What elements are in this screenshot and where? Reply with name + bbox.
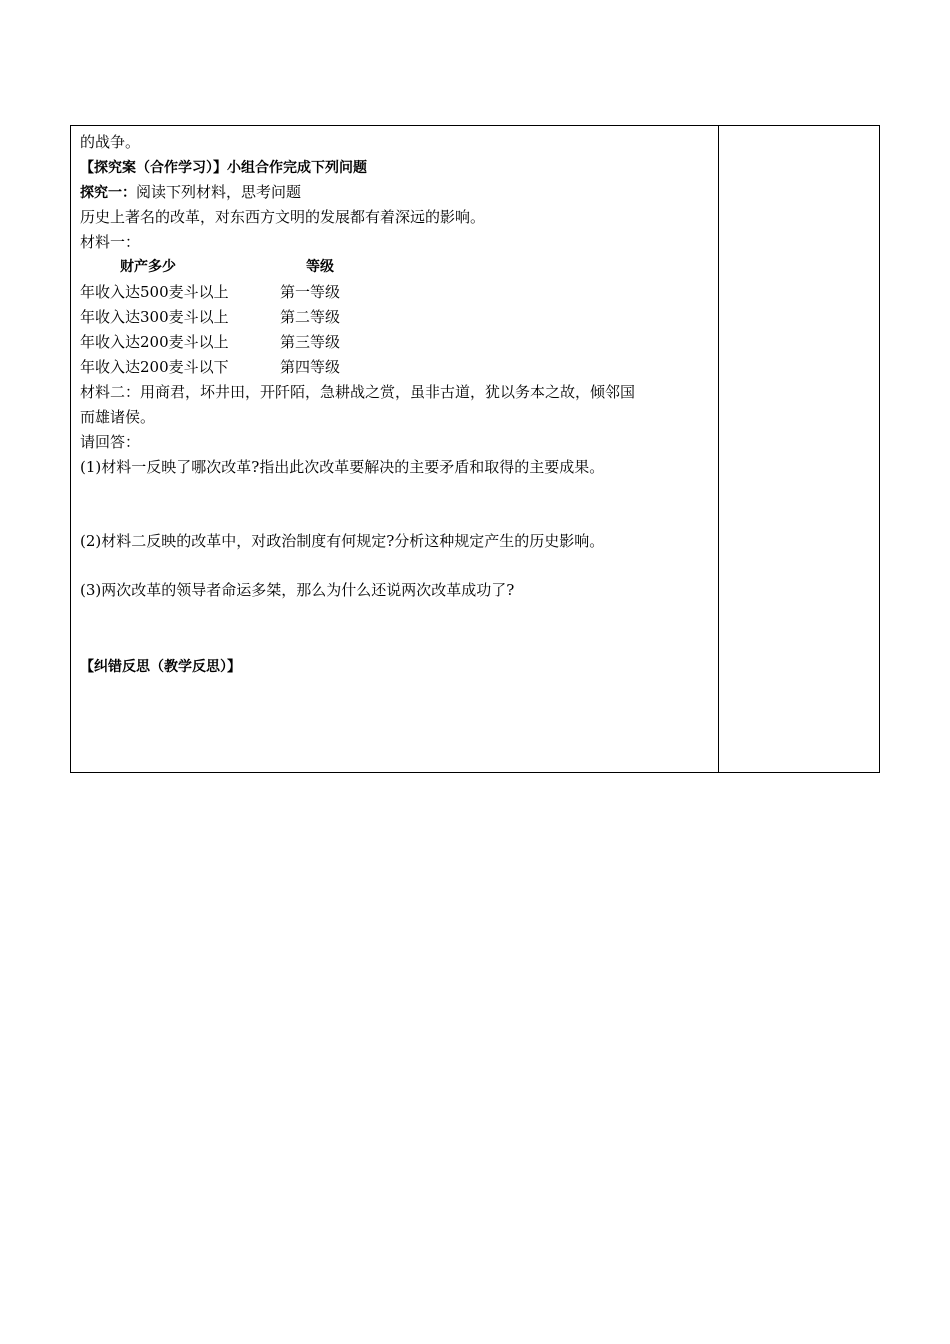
table-row <box>80 305 718 330</box>
answer-space-1 <box>80 480 718 529</box>
row-grade: 第一等级 <box>280 283 341 301</box>
section-title-bracketed: 【探究案（合作学习）】 <box>80 160 227 176</box>
table-row <box>80 355 718 380</box>
section-title-rest: 小组合作完成下列问题 <box>227 160 367 176</box>
header-property: 财产多少 <box>120 259 176 275</box>
header-grade: 等级 <box>306 259 334 275</box>
table-row <box>80 280 718 305</box>
reflection-title: 【纠错反思（教学反思）】 <box>80 659 241 675</box>
inquiry-one <box>80 180 718 205</box>
row-property: 年收入达300麦斗以上 <box>80 308 229 326</box>
question-1: (1)材料一反映了哪次改革?指出此次改革要解决的主要矛盾和取得的主要成果。 <box>80 458 605 476</box>
row-grade: 第二等级 <box>280 308 341 326</box>
inquiry-text: 阅读下列材料，思考问题 <box>136 183 302 201</box>
question-3: (3)两次改革的领导者命运多桀，那么为什么还说两次改革成功了? <box>80 581 515 599</box>
material-two-line-1: 材料二：用商君，坏井田，开阡陌，急耕战之赏，虽非古道，犹以务本之故，倾邻国 <box>80 383 636 401</box>
material-two-line-2: 而雄诸侯。 <box>80 408 156 426</box>
material-one-label: 材料一： <box>80 233 141 251</box>
worksheet-table <box>70 125 880 773</box>
row-property: 年收入达500麦斗以上 <box>80 283 229 301</box>
row-grade: 第三等级 <box>280 333 341 351</box>
inquiry-label: 探究一： <box>80 185 136 201</box>
side-notes-cell <box>719 126 879 772</box>
previous-text-tail: 的战争。 <box>80 133 141 151</box>
row-property: 年收入达200麦斗以下 <box>80 358 229 376</box>
answer-space-2 <box>80 554 718 578</box>
main-content-cell <box>71 126 719 772</box>
table-row <box>80 330 718 355</box>
question-2: (2)材料二反映的改革中，对政治制度有何规定?分析这种规定产生的历史影响。 <box>80 532 605 550</box>
material-table-header <box>80 255 718 280</box>
row-property: 年收入达200麦斗以上 <box>80 333 229 351</box>
intro-text: 历史上著名的改革，对东西方文明的发展都有着深远的影响。 <box>80 208 486 226</box>
row-grade: 第四等级 <box>280 358 341 376</box>
answer-prompt: 请回答： <box>80 433 141 451</box>
section-title <box>80 155 718 180</box>
answer-space-3 <box>80 603 718 655</box>
